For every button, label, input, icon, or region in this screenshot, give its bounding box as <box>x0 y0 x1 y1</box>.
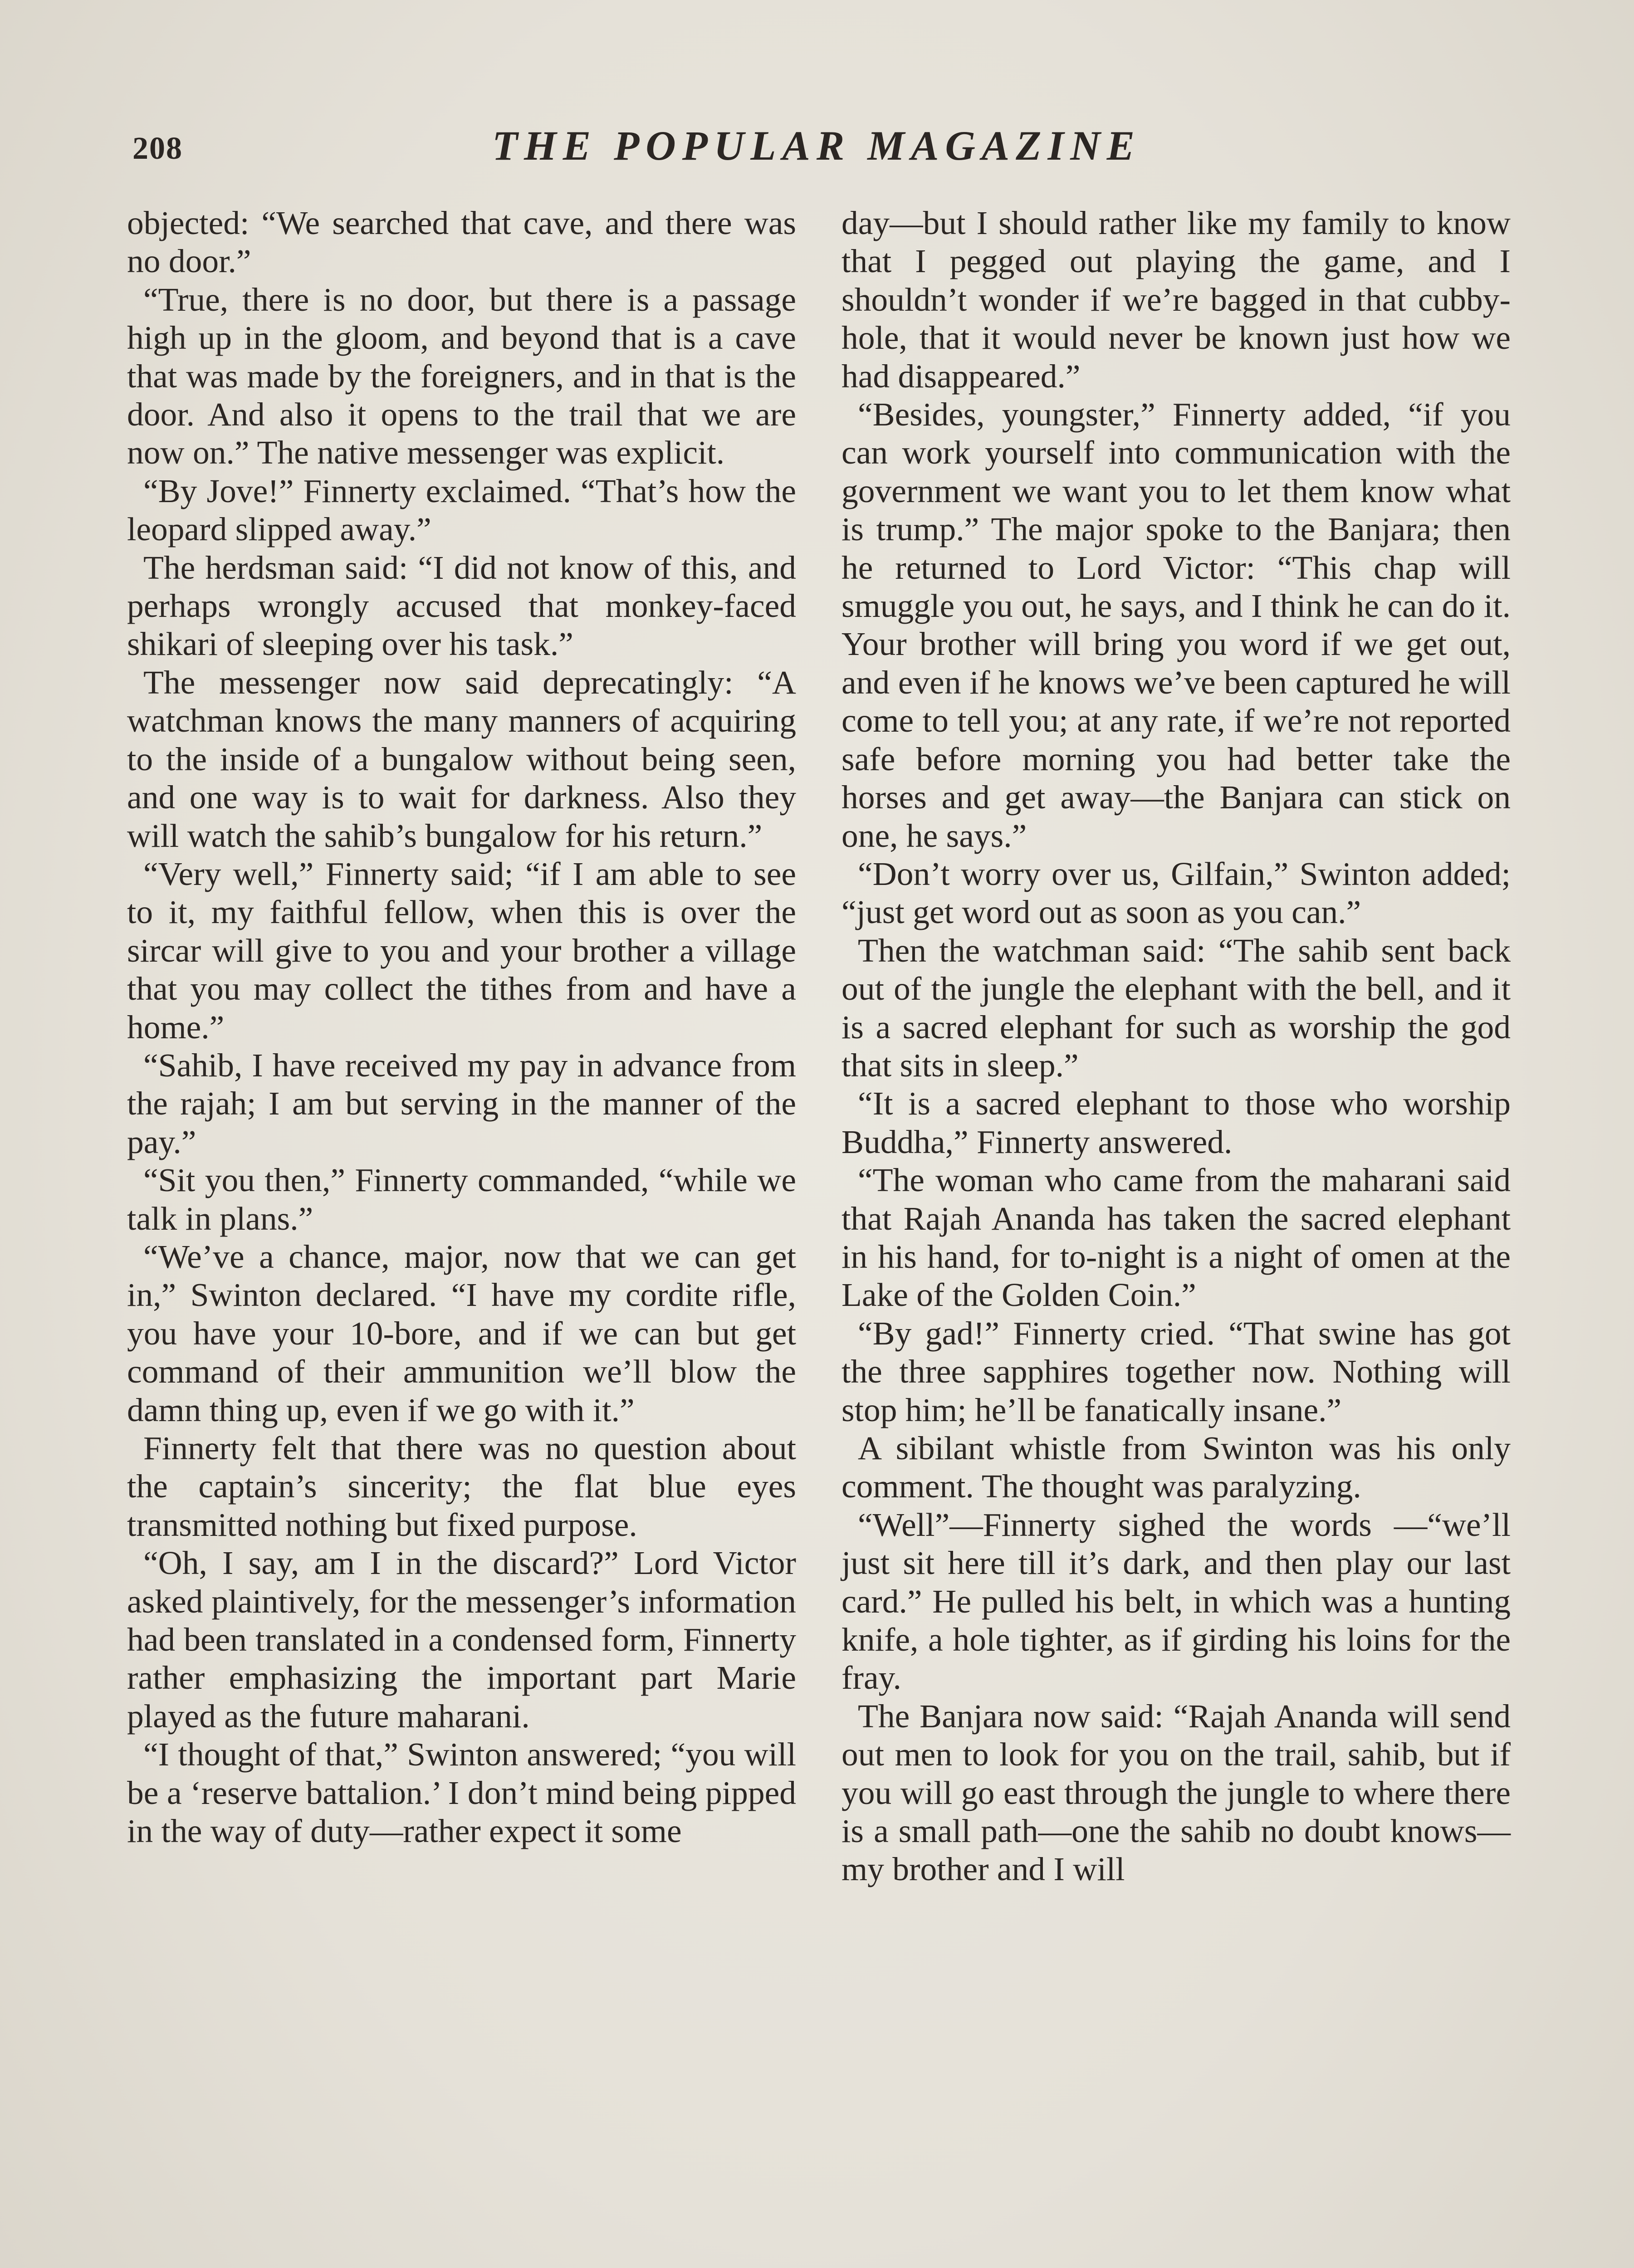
paragraph: “Don’t worry over us, Gilfain,” Swinton added; “just get word out as soon as you can.” <box>841 855 1511 931</box>
paragraph: “Sit you then,” Finnerty commanded, “while we talk in plans.” <box>127 1162 796 1237</box>
paragraph: “By Jove!” Finnerty exclaimed. “That’s how the leopard slipped away.” <box>127 472 796 548</box>
paragraph: “Very well,” Finnerty said; “if I am able to see to it, my faithful fellow, when this is over the sircar will give to you and your brother a village that you may collect the tithes from and have a home.” <box>127 855 796 1046</box>
paragraph: Finnerty felt that there was no question about the captain’s sincerity; the flat blue eyes transmitted nothing but fixed purpose. <box>127 1430 796 1543</box>
paragraph: A sibilant whistle from Swinton was his only comment. The thought was paralyzing. <box>841 1430 1511 1505</box>
right-column <box>841 204 1511 1889</box>
paragraph: The Banjara now said: “Rajah Ananda will send out men to look for you on the trail, sahib, but if you will go east through the jungle to where there is a small path—one the sahib no doubt knows—my brother and I will <box>841 1697 1511 1888</box>
paragraph: “Well”—Finnerty sighed the words —“we’ll just sit here till it’s dark, and then play our last card.” He pulled his belt, in which was a hunting knife, a hole tighter, as if girding his loins for the fray. <box>841 1506 1511 1696</box>
paragraph: “Sahib, I have received my pay in advance from the rajah; I am but serving in the manner of the pay.” <box>127 1046 796 1160</box>
page-number: 208 <box>132 131 183 166</box>
paragraph: “It is a sacred elephant to those who worship Buddha,” Finnerty answered. <box>841 1085 1511 1160</box>
paragraph: “The woman who came from the maharani said that Rajah Ananda has taken the sacred elephant in his hand, for to-night is a night of omen at the Lake of the Golden Coin.” <box>841 1162 1511 1314</box>
paragraph: The herdsman said: “I did not know of this, and perhaps wrongly accused that monkey-faced shikari of sleeping over his task.” <box>127 549 796 663</box>
paragraph: Then the watchman said: “The sahib sent back out of the jungle the elephant with the bell, and it is a sacred elephant for such as worship the god that sits in sleep.” <box>841 932 1511 1084</box>
paragraph: “By gad!” Finnerty cried. “That swine has got the three sapphires together now. Nothing will stop him; he’ll be fanatically insane.” <box>841 1315 1511 1428</box>
paragraph: “We’ve a chance, major, now that we can get in,” Swinton declared. “I have my cordite rifle, you have your 10-bore, and if we can but get command of their ammunition we’ll blow the damn thing up, even if we go with it.” <box>127 1238 796 1428</box>
page-header <box>127 119 1506 187</box>
paragraph: “Oh, I say, am I in the discard?” Lord Victor asked plaintively, for the messenger’s information had been translated in a condensed form, Finnerty rather emphasizing the important part Marie played as the future maharani. <box>127 1545 796 1735</box>
paragraph: “I thought of that,” Swinton answered; “you will be a ‘reserve battalion.’ I don’t mind being pipped in the way of duty—rather expect it some <box>127 1736 796 1850</box>
left-column <box>127 204 796 1850</box>
paragraph: “Besides, youngster,” Finnerty added, “if you can work yourself into communication with the government we want you to let them know what is trump.” The major spoke to the Banjara; then he returned to Lord Victor: “This chap will smuggle you out, he says, and I think he can do it. Your brother will bring you word if we get out, and even if he knows we’ve been captured he will come to tell you; at any rate, if we’re not reported safe before morning you had better take the horses and get away—the Banjara can stick on one, he says.” <box>841 396 1511 854</box>
paragraph: The messenger now said deprecatingly: “A watchman knows the many manners of acquiring to the inside of a bungalow without being seen, and one way is to wait for darkness. Also they will watch the sahib’s bungalow for his return.” <box>127 664 796 854</box>
paragraph: “True, there is no door, but there is a passage high up in the gloom, and beyond that is a cave that was made by the foreigners, and in that is the door. And also it opens to the trail that we are now on.” The native messenger was explicit. <box>127 281 796 471</box>
paragraph: day—but I should rather like my family to know that I pegged out playing the game, and I shouldn’t wonder if we’re bagged in that cubby-hole, that it would never be known just how we had disappeared.” <box>841 205 1511 395</box>
running-title: THE POPULAR MAGAZINE <box>492 122 1141 169</box>
paragraph: objected: “We searched that cave, and there was no door.” <box>127 205 796 280</box>
